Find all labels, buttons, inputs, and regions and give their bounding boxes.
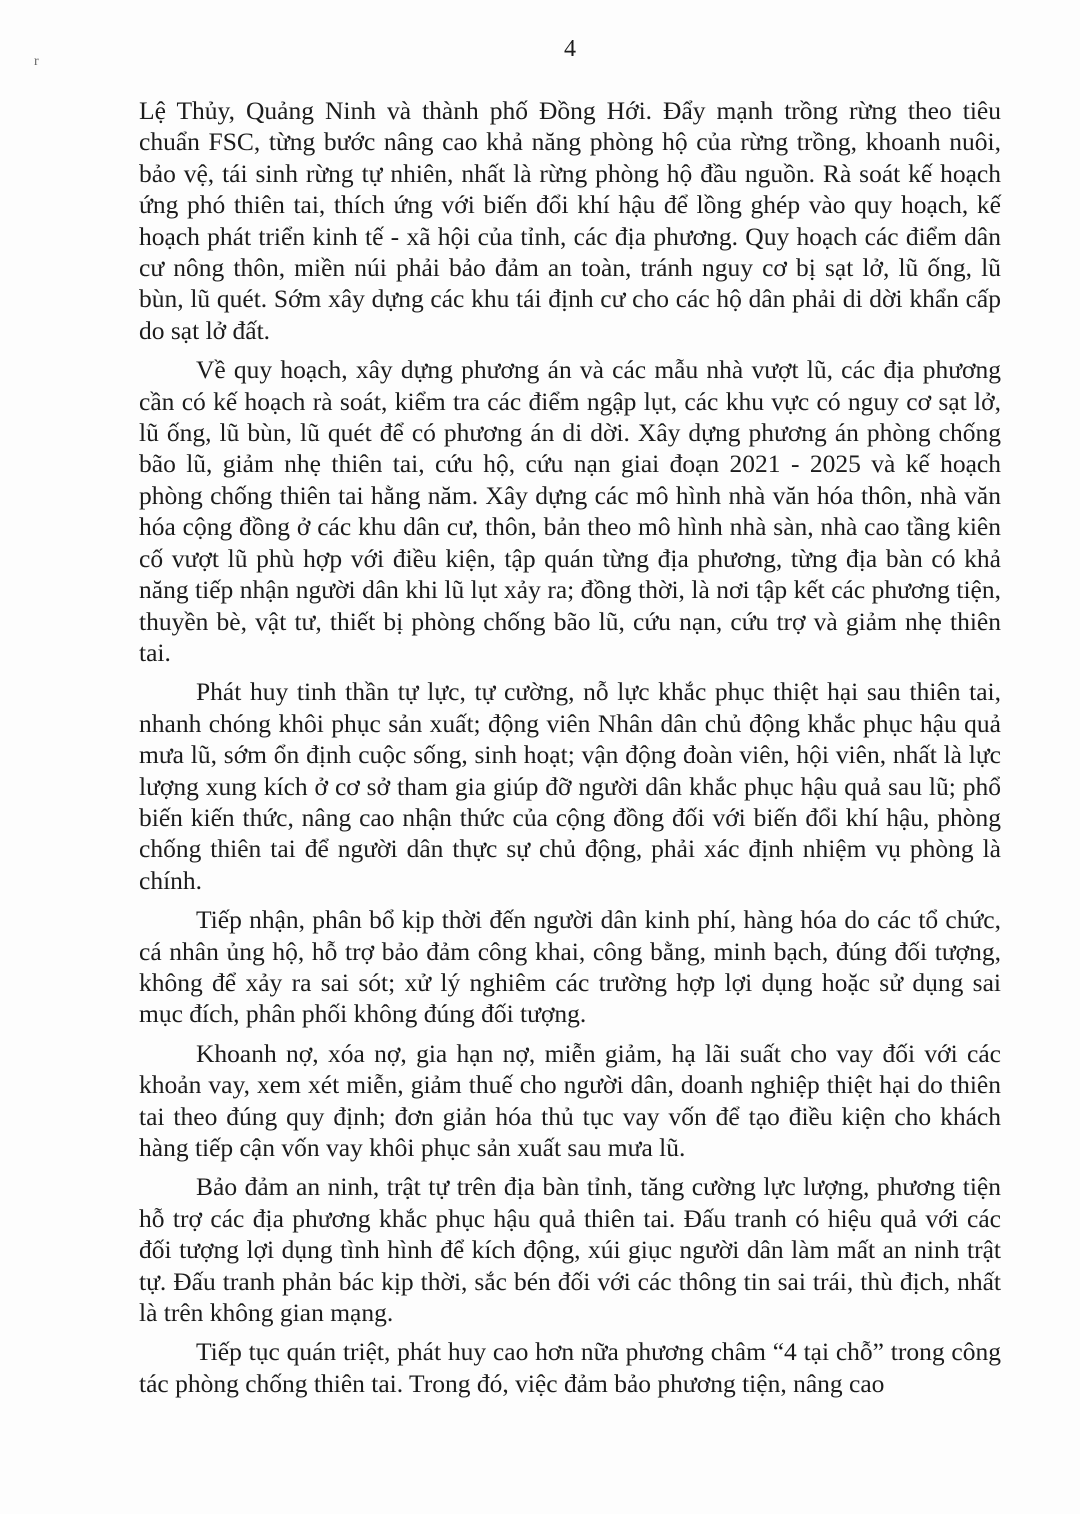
document-body	[139, 95, 1001, 1407]
paragraph-3: Phát huy tinh thần tự lực, tự cường, nỗ lực khắc phục thiệt hại sau thiên tai, nhanh chóng khôi phục sản xuất; động viên Nhân dân chủ động khắc phục hậu quả mưa lũ, sớm ổn định cuộc sống, sinh hoạt; vận động đoàn viên, hội viên, nhất là lực lượng xung kích ở cơ sở tham gia giúp đỡ người dân khắc phục hậu quả sau lũ; phổ biến kiến thức, nâng cao nhận thức của cộng đồng đối với biến đổi khí hậu, phòng chống thiên tai để người dân thực sự chủ động, phải xác định nhiệm vụ phòng là chính.	[139, 677, 1001, 895]
paragraph-5: Khoanh nợ, xóa nợ, gia hạn nợ, miễn giảm, hạ lãi suất cho vay đối với các khoản vay, xem xét miễn, giảm thuế cho người dân, doanh nghiệp thiệt hại do thiên tai theo đúng quy định; đơn giản hóa thủ tục vay vốn để tạo điều kiện cho khách hàng tiếp cận vốn vay khôi phục sản xuất sau mưa lũ.	[139, 1038, 1001, 1162]
paragraph-2: Về quy hoạch, xây dựng phương án và các mẫu nhà vượt lũ, các địa phương cần có kế hoạch rà soát, kiểm tra các điểm ngập lụt, các khu vực có nguy cơ sạt lở, lũ ống, lũ bùn, lũ quét để có phương án di dời. Xây dựng phương án phòng chống bão lũ, giảm nhẹ thiên tai, cứu hộ, cứu nạn giai đoạn 2021 - 2025 và kế hoạch phòng chống thiên tai hằng năm. Xây dựng các mô hình nhà văn hóa thôn, nhà văn hóa cộng đồng ở các khu dân cư, thôn, bản theo mô hình nhà sàn, nhà cao tầng kiên cố vượt lũ phù hợp với điều kiện, tập quán từng địa phương, từng địa bàn có khả năng tiếp nhận người dân khi lũ lụt xảy ra; đồng thời, là nơi tập kết các phương tiện, thuyền bè, vật tư, thiết bị phòng chống bão lũ, cứu nạn, cứu trợ và giảm nhẹ thiên tai.	[139, 355, 1001, 667]
paragraph-6: Bảo đảm an ninh, trật tự trên địa bàn tỉnh, tăng cường lực lượng, phương tiện hỗ trợ các địa phương khắc phục hậu quả thiên tai. Đấu tranh có hiệu quả với các đối tượng lợi dụng tình hình để kích động, xúi giục người dân làm mất an ninh trật tự. Đấu tranh phản bác kịp thời, sắc bén đối với các thông tin sai trái, thù địch, nhất là trên không gian mạng.	[139, 1172, 1001, 1328]
paragraph-1: Lệ Thủy, Quảng Ninh và thành phố Đồng Hới. Đẩy mạnh trồng rừng theo tiêu chuẩn FSC, từng bước nâng cao khả năng phòng hộ của rừng trồng, khoanh nuôi, bảo vệ, tái sinh rừng tự nhiên, nhất là rừng phòng hộ đầu nguồn. Rà soát kế hoạch ứng phó thiên tai, thích ứng với biến đổi khí hậu để lồng ghép vào quy hoạch, kế hoạch phát triển kinh tế - xã hội của tỉnh, các địa phương. Quy hoạch các điểm dân cư nông thôn, miền núi phải bảo đảm an toàn, tránh nguy cơ bị sạt lở, lũ ống, lũ bùn, lũ quét. Sớm xây dựng các khu tái định cư cho các hộ dân phải di dời khẩn cấp do sạt lở đất.	[139, 96, 1001, 345]
paragraph-7: Tiếp tục quán triệt, phát huy cao hơn nữa phương châm “4 tại chỗ” trong công tác phòng chống thiên tai. Trong đó, việc đảm bảo phương tiện, nâng cao	[139, 1337, 1001, 1398]
page-number: 4	[564, 36, 576, 62]
corner-mark: r	[34, 54, 39, 69]
paragraph-4: Tiếp nhận, phân bổ kịp thời đến người dân kinh phí, hàng hóa do các tổ chức, cá nhân ủng hộ, hỗ trợ bảo đảm công khai, công bằng, minh bạch, đúng đối tượng, không để xảy ra sai sót; xử lý nghiêm các trường hợp lợi dụng hoặc sử dụng sai mục đích, phân phối không đúng đối tượng.	[139, 905, 1001, 1029]
